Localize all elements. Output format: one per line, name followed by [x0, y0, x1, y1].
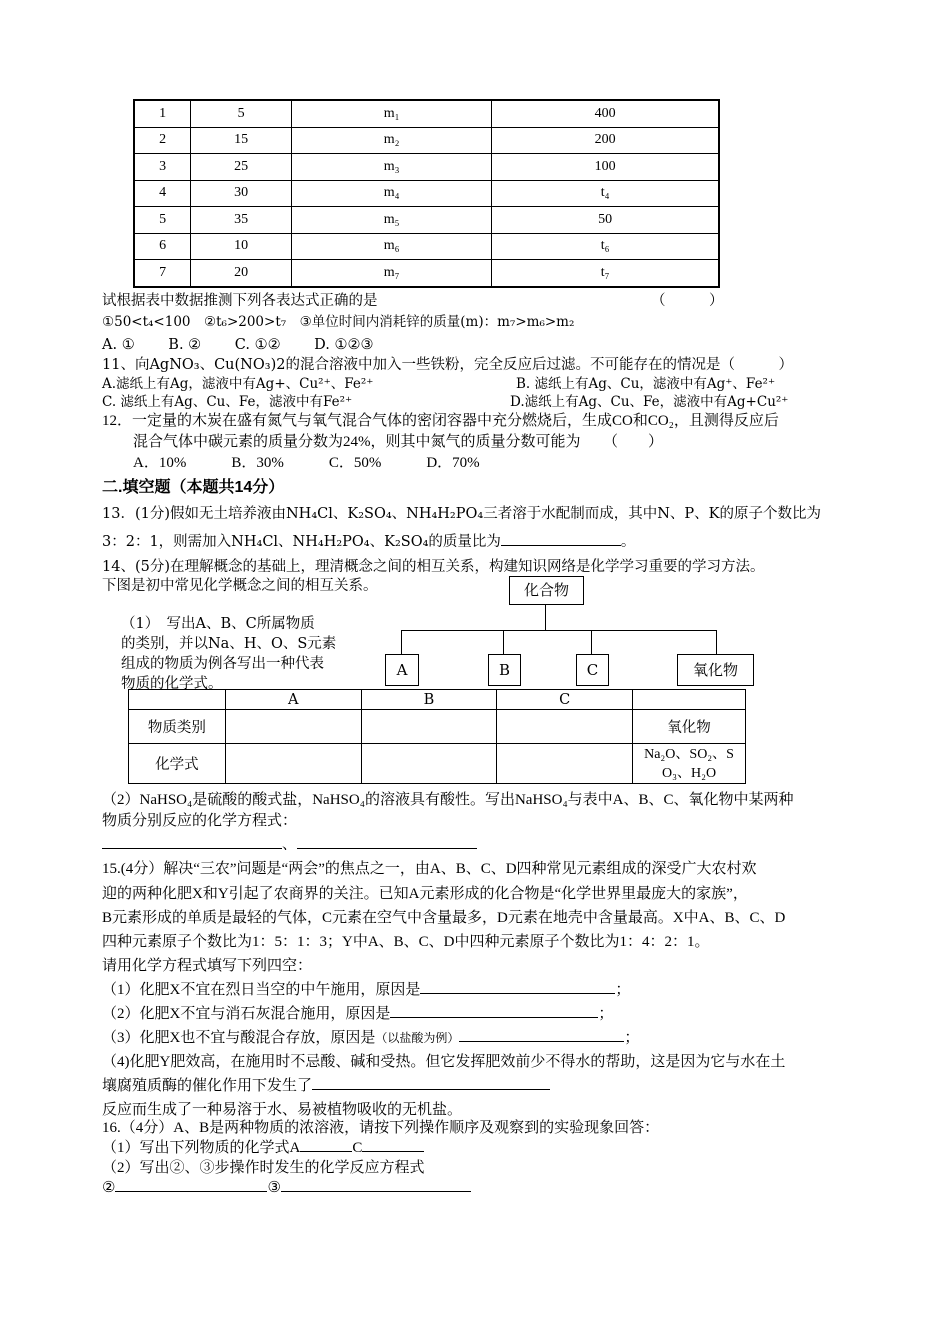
table-row: [134, 154, 719, 181]
q11-option-d: D.滤纸上有Ag、Cu、Fe，滤液中有Ag+Cu²⁺: [510, 394, 789, 410]
table-row: [134, 100, 719, 127]
q13-line2: 3：2：1，则需加入NH₄Cl、NH₄H₂PO₄、K₂SO₄的质量比为 。: [102, 530, 635, 551]
data-table: [133, 99, 720, 288]
cls-cell[interactable]: [225, 710, 361, 744]
q10-paren: （ ）: [651, 293, 724, 309]
table-cell: 3: [134, 154, 191, 181]
q15-line4: 四种元素原子个数比为1：5：1：3；Y中A、B、C、D中四种元素原子个数比为1：4：2：1。: [102, 934, 710, 950]
diagram-node-a: A: [385, 654, 419, 686]
q12-line1: 12．一定量的木炭在盛有氮气与氧气混合气体的密闭容器中充分燃烧后，生成CO和CO₂，且测得反应后: [102, 413, 779, 429]
table-cell: 1: [134, 100, 191, 127]
table-cell: 7: [134, 260, 191, 287]
table-cell: 200: [492, 127, 719, 154]
table-cell: 15: [191, 127, 292, 154]
table-cell: 35: [191, 207, 292, 234]
table-cell: m₇: [291, 260, 491, 287]
cls-cell[interactable]: [497, 710, 633, 744]
cls-cell[interactable]: [361, 744, 497, 784]
diagram-connector: [401, 630, 717, 631]
table-cell: t₆: [492, 233, 719, 260]
table-cell: 50: [492, 207, 719, 234]
q14-line2: 下图是初中常见化学概念之间的相互关系。: [102, 578, 378, 594]
q14-sub1-l4: 物质的化学式。: [121, 676, 223, 692]
q14-sub2-blanks: 、: [102, 833, 477, 854]
q15-s1: （1）化肥X不宜在烈日当空的中午施用，原因是 ；: [102, 978, 630, 999]
q10-options: A. ① B. ② C. ①② D. ①②③: [102, 337, 374, 353]
cls-cell[interactable]: [361, 710, 497, 744]
table-cell: 10: [191, 233, 292, 260]
diagram-node-b: B: [488, 654, 521, 686]
table-cell: 400: [492, 100, 719, 127]
table-row: [134, 260, 719, 287]
diagram-connector: [401, 630, 402, 654]
diagram-connector: [503, 630, 504, 654]
diagram-root-compound: 化合物: [509, 576, 584, 605]
table-row: [134, 233, 719, 260]
cls-cell[interactable]: [225, 744, 361, 784]
q14-sub2-line2: 物质分别反应的化学方程式：: [102, 813, 298, 829]
q15-s2: （2）化肥X不宜与消石灰混合施用，原因是 ；: [102, 1002, 613, 1023]
diagram-node-oxide: 氧化物: [677, 654, 754, 686]
cls-header-a: A: [225, 690, 361, 710]
q11-stem: 11、向AgNO₃、Cu(NO₃)2的混合溶液中加入一些铁粉，完全反应后过滤。不可能存在的情况是（ ）: [102, 357, 793, 373]
q14-sub2-line1: （2）NaHSO₄是硫酸的酸式盐，NaHSO₄的溶液具有酸性。写出NaHSO₄与表中A、B、C、氧化物中某两种: [102, 792, 794, 808]
q14-sub1-l3: 组成的物质为例各写出一种代表: [121, 656, 324, 672]
q12-line2: 混合气体中碳元素的质量分数为24%，则其中氮气的质量分数可能为 （ ）: [133, 434, 663, 450]
q15-line5: 请用化学方程式填写下列四空：: [102, 958, 313, 974]
table-cell: 5: [134, 207, 191, 234]
diagram-connector: [716, 630, 717, 654]
section-title: 二.填空题（本题共14分）: [102, 479, 285, 496]
q11-option-a: A.滤纸上有Ag，滤液中有Ag+、Cu²⁺、Fe²⁺: [102, 376, 374, 392]
q16-s1: （1）写出下列物质的化学式A C: [102, 1136, 424, 1157]
q15-s4-line2: 壤腐殖质酶的催化作用下发生了: [102, 1074, 550, 1095]
cls-header-c: C: [497, 690, 633, 710]
diagram-node-c: C: [576, 654, 609, 686]
cls-cell[interactable]: [497, 744, 633, 784]
q15-s4-line1: （4)化肥Y肥效高，在施用时不忌酸、碱和受热。但它发挥肥效前少不得水的帮助，这是因为它与水在土: [102, 1054, 786, 1070]
q12-options: A．10% B．30% C．50% D．70%: [133, 455, 480, 471]
cls-row-formula-oxide: Na₂O、SO₂、S O₃、H₂O: [633, 744, 746, 784]
table-cell: 100: [492, 154, 719, 181]
table-row: [134, 127, 719, 154]
cls-header-b: B: [361, 690, 497, 710]
table-cell: m₄: [291, 180, 491, 207]
q16-line1: 16.（4分）A、B是两种物质的浓溶液，请按下列操作顺序及观察到的实验现象回答：: [102, 1120, 660, 1136]
cls-header-blank: [129, 690, 226, 710]
table-cell: m₆: [291, 233, 491, 260]
diagram-connector: [591, 630, 592, 654]
table-cell: t₇: [492, 260, 719, 287]
table-row: [134, 207, 719, 234]
q11-option-b: B. 滤纸上有Ag、Cu，滤液中有Ag⁺、Fe²⁺: [516, 376, 776, 392]
table-cell: 6: [134, 233, 191, 260]
q14-sub1-l2: 的类别，并以Na、H、O、S元素: [121, 636, 337, 652]
q10-items: ①50<t₄<100 ②t₆>200>t₇ ③单位时间内消耗锌的质量(m)：m₇>m₆>m₂: [102, 314, 575, 330]
table-cell: m₅: [291, 207, 491, 234]
table-cell: m₂: [291, 127, 491, 154]
table-cell: 20: [191, 260, 292, 287]
table-cell: 4: [134, 180, 191, 207]
cls-header-blank: [633, 690, 746, 710]
q15-s4-line3: 反应而生成了一种易溶于水、易被植物吸收的无机盐。: [102, 1102, 463, 1118]
q15-line3: B元素形成的单质是最轻的气体，C元素在空气中含量最多，D元素在地壳中含量最高。X中A、B、C、D: [102, 910, 786, 926]
classification-table: [128, 689, 746, 784]
diagram-connector: [545, 604, 546, 630]
table-cell: m₃: [291, 154, 491, 181]
table-cell: 5: [191, 100, 292, 127]
q16-s2: （2）写出②、③步操作时发生的化学反应方程式: [102, 1160, 425, 1176]
cls-row-category-oxide: 氧化物: [633, 710, 746, 744]
q14-line1: 14、(5分)在理解概念的基础上，理清概念之间的相互关系，构建知识网络是化学学习重要的学习方法。: [102, 559, 765, 575]
q10-stem: 试根据表中数据推测下列各表达式正确的是: [102, 293, 378, 309]
q14-sub1-l1: （1） 写出A、B、C所属物质: [121, 616, 315, 632]
table-cell: m₁: [291, 100, 491, 127]
q15-line1: 15.(4分）解决“三农”问题是“两会”的焦点之一，由A、B、C、D四种常见元素组成的深受广大农村欢: [102, 861, 757, 877]
table-cell: 30: [191, 180, 292, 207]
cls-row-category-label: 物质类别: [129, 710, 226, 744]
table-cell: t₄: [492, 180, 719, 207]
table-cell: 2: [134, 127, 191, 154]
cls-row-formula-label: 化学式: [129, 744, 226, 784]
q16-s3: ② ③: [102, 1177, 471, 1197]
table-cell: 25: [191, 154, 292, 181]
q15-s3: （3）化肥X也不宜与酸混合存放，原因是（以盐酸为例） ；: [102, 1026, 639, 1047]
q13-line1: 13．(1分)假如无土培养液由NH₄Cl、K₂SO₄、NH₄H₂PO₄三者溶于水配制而成，其中N、P、K的原子个数比为: [102, 506, 821, 522]
q11-option-c: C. 滤纸上有Ag、Cu、Fe，滤液中有Fe²⁺: [102, 394, 353, 410]
q15-line2: 迎的两种化肥X和Y引起了农商界的关注。已知A元素形成的化合物是“化学世界里最庞大的家族”，: [102, 886, 748, 902]
table-row: [134, 180, 719, 207]
